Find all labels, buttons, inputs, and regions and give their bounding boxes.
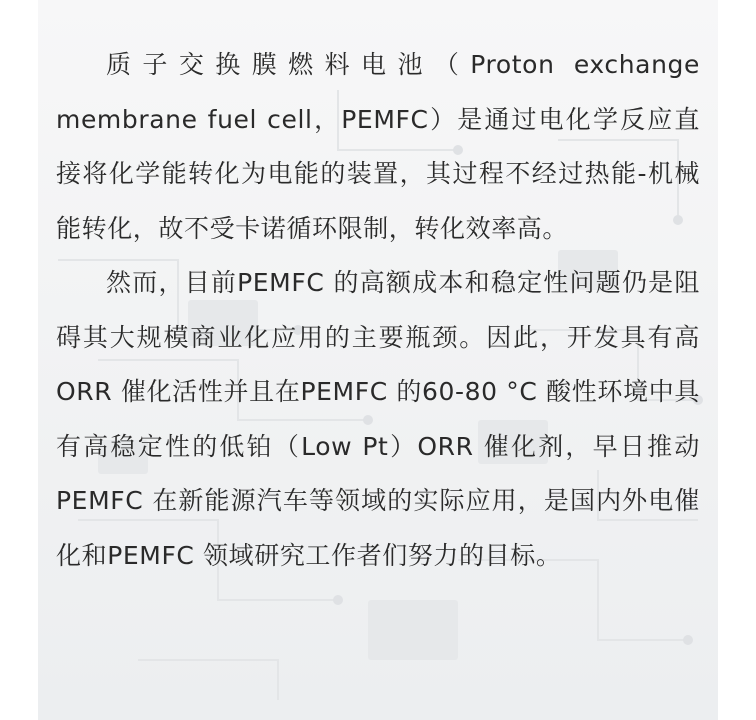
article-body <box>56 38 700 583</box>
paragraph-intro: 质子交换膜燃料电池（Proton exchange membrane fuel cell，PEMFC）是通过电化学反应直接将化学能转化为电能的装置，其过程不经过热能-机械能转化，故不受卡诺循环限制，转化效率高。 <box>56 50 700 243</box>
paragraph-challenges: 然而，目前PEMFC 的高额成本和稳定性问题仍是阻碍其大规模商业化应用的主要瓶颈。因此，开发具有高ORR 催化活性并且在PEMFC 的60-80 °C 酸性环境中具有高稳定性的低铂（Low Pt）ORR 催化剂，早日推动PEMFC 在新能源汽车等领域的实际应用，是国内外电催化和PEMFC 领域研究工作者们努力的目标。 <box>56 268 700 570</box>
